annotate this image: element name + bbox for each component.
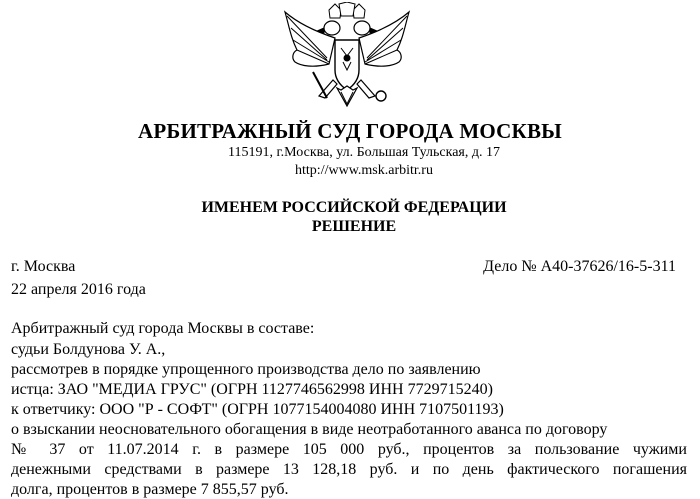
body-line: судьи Болдунова У. А., [11, 341, 166, 358]
court-name: АРБИТРАЖНЫЙ СУД ГОРОДА МОСКВЫ [138, 119, 562, 143]
court-address: 115191, г.Москва, ул. Большая Тульская, д. 17 [228, 145, 500, 160]
body-line: Арбитражный суд города Москвы в составе: [11, 320, 315, 337]
heading-decision: РЕШЕНИЕ [311, 218, 397, 235]
body-line: долга, процентов в размере 7 855,57 руб. [11, 481, 289, 498]
heading-name-of-federation: ИМЕНЕМ РОССИЙСКОЙ ФЕДЕРАЦИИ [201, 199, 507, 216]
body-line: № 37 от 11.07.2014 г. в размере 105 000 руб., процентов за пользование чужими [11, 441, 687, 458]
body-line: истца: ЗАО "МЕДИА ГРУС" (ОГРН 1127746562998 ИНН 7729715240) [11, 381, 493, 398]
court-website: http://www.msk.arbitr.ru [295, 163, 433, 178]
body-line: денежными средствами в размере 13 128,18 руб. и по день фактического погашения [11, 461, 687, 478]
body-line: к ответчику: ООО "Р - СОФТ" (ОГРН 1077154004080 ИНН 7107501193) [11, 401, 504, 418]
case-number: Дело № А40-37626/16-5-311 [483, 258, 676, 275]
coat-of-arms-emblem-icon [277, 2, 417, 116]
body-line: рассмотрев в порядке упрощенного производства дело по заявлению [11, 361, 481, 378]
decision-date: 22 апреля 2016 года [11, 281, 146, 298]
body-line: о взыскании неосновательного обогащения в виде неотработанного аванса по договору [11, 421, 608, 438]
city: г. Москва [11, 258, 76, 275]
